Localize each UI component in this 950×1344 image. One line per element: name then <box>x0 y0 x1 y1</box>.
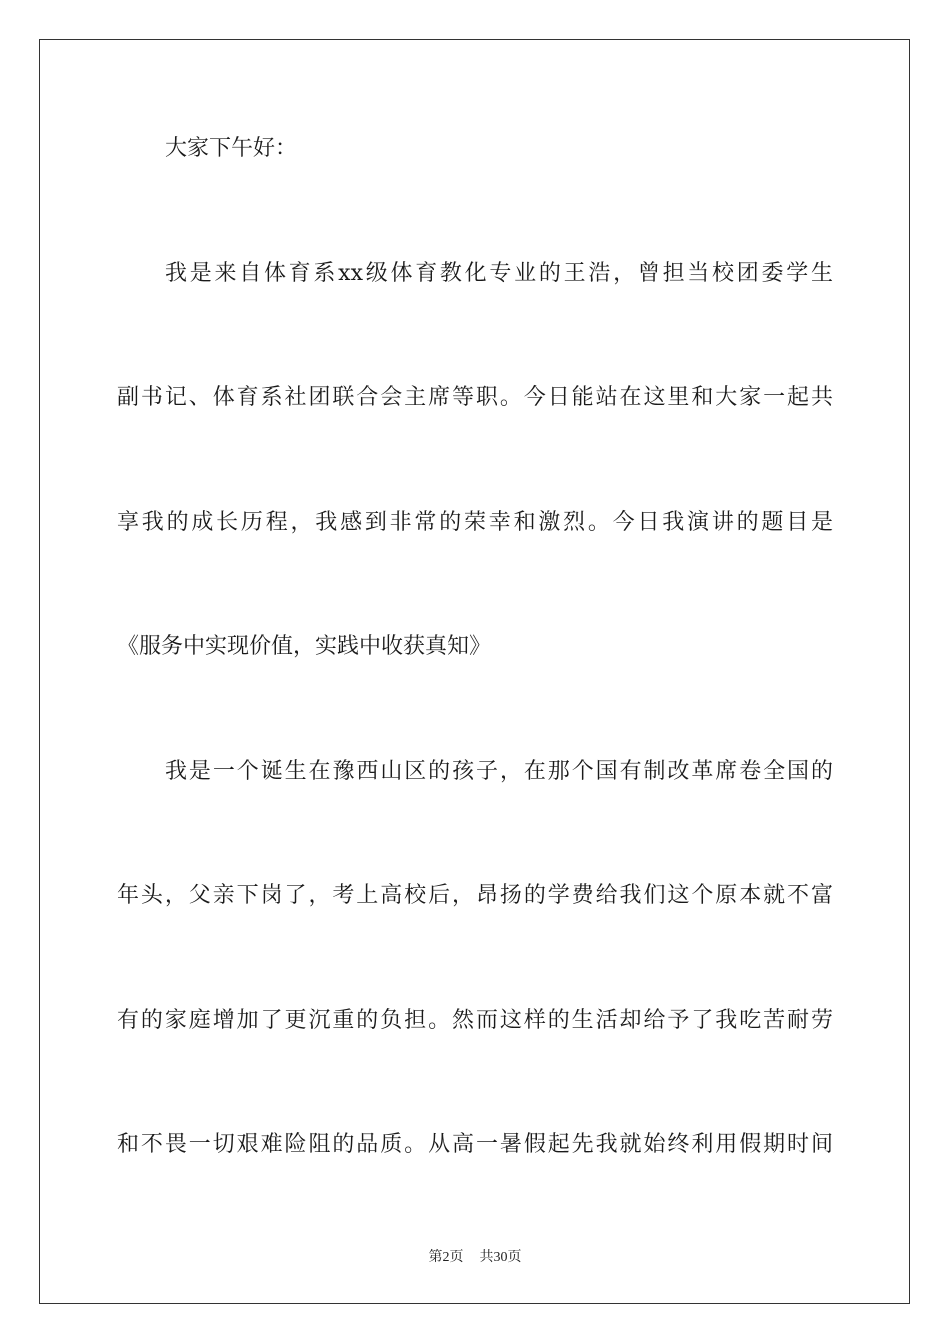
paragraph-line: 有的家庭增加了更沉重的负担。然而这样的生活却给予了我吃苦耐劳 <box>117 1008 833 1033</box>
speech-title-line: 《服务中实现价值，实践中收获真知》 <box>117 634 492 659</box>
paragraph-line: 我是一个诞生在豫西山区的孩子，在那个国有制改革席卷全国的 <box>165 759 833 784</box>
page-number: 第2页 <box>428 1250 464 1265</box>
paragraph-line: 我是来自体育系xx级体育教化专业的王浩，曾担当校团委学生 <box>165 261 833 286</box>
page-footer <box>0 1249 950 1267</box>
paragraph-line: 副书记、体育系社团联合会主席等职。今日能站在这里和大家一起共 <box>117 385 833 410</box>
paragraph-line: 和不畏一切艰难险阻的品质。从高一暑假起先我就始终利用假期时间 <box>117 1132 833 1157</box>
paragraph-line: 享我的成长历程，我感到非常的荣幸和激烈。今日我演讲的题目是 <box>117 510 833 535</box>
paragraph-line: 年头，父亲下岗了，考上高校后，昂扬的学费给我们这个原本就不富 <box>117 883 833 908</box>
page-border <box>39 39 910 1304</box>
page-total: 共30页 <box>479 1250 522 1265</box>
greeting-line: 大家下午好： <box>165 136 298 161</box>
